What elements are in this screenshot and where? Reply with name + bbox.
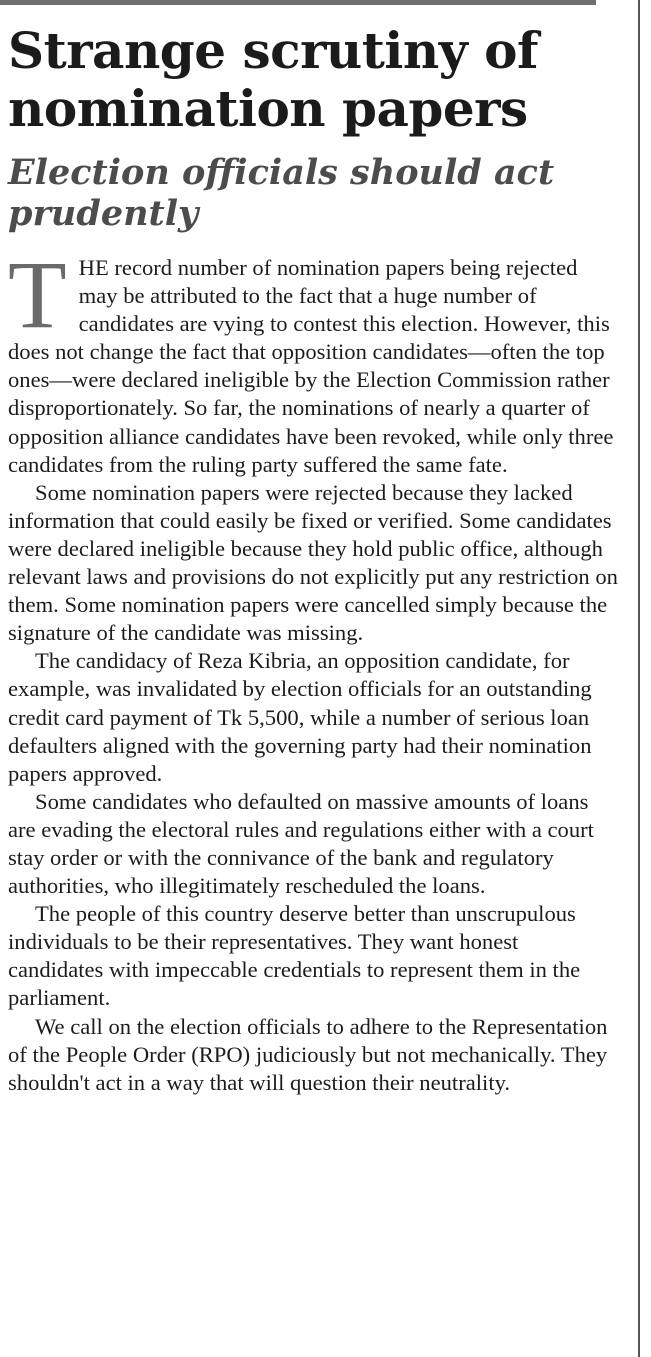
subheadline: Election officials should act prudently: [8, 152, 555, 234]
top-rule: [0, 0, 596, 5]
lead-paragraph-text: HE record number of nomination papers being rejected may be attributed to the fact that a huge number of candidates are vying to contest this election. However, this does not change the fact that opposition candidates—often the top ones—were declared ineligible by the Election Commission rather disproportionately. So far, the nominations of nearly a quarter of opposition alliance candidates have been revoked, while only three candidates from the ruling party suffered the same fate.: [8, 255, 614, 477]
body-paragraph: We call on the election officials to adhere to the Representation of the People Order (RPO) judiciously but not mechanically. They shouldn't act in a way that will question their neutrality.: [8, 1013, 608, 1095]
column-rule: [638, 0, 640, 1357]
body-paragraph: The people of this country deserve better than unscrupulous individuals to be their representatives. They want honest candidates with impeccable credentials to represent them in the parliament.: [8, 901, 581, 1011]
body-paragraph: Some candidates who defaulted on massive amounts of loans are evading the electoral rules and regulations either with a court stay order or with the connivance of the bank and regulatory authorities, who illegitimately rescheduled the loans.: [8, 788, 594, 899]
body-paragraph: The candidacy of Reza Kibria, an opposition candidate, for example, was invalidated by election officials for an outstanding credit card payment of Tk 5,500, while a number of serious loan defaulters aligned with the governing party had their nomination papers approved.: [8, 648, 592, 786]
body-paragraph: Some nomination papers were rejected because they lacked information that could easily be fixed or verified. Some candidates were declared ineligible because they hold public office, although relevant laws and provisions do not explicitly put any restriction on them. Some nomination papers were cancelled simply because the signature of the candidate was missing.: [8, 479, 618, 646]
drop-cap: T: [8, 241, 67, 348]
article-body: [8, 241, 618, 1097]
editorial-article: [8, 22, 618, 1097]
lead-paragraph: [8, 241, 618, 479]
headline: Strange scrutiny of nomination papers: [8, 21, 539, 138]
